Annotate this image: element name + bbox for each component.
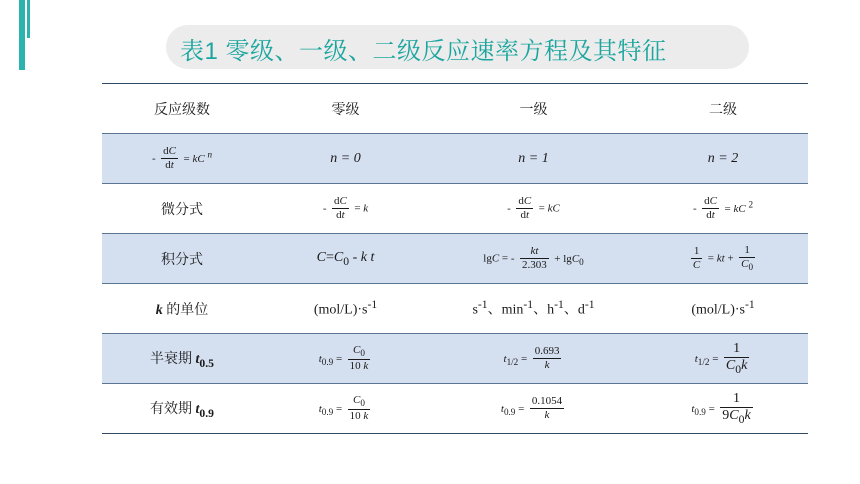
integral-label: 积分式 [102,234,262,284]
shelf-life-zero: $t_{0.9}$ = $\frac{C_0}{10 k}$ [262,384,429,434]
header-second: 二级 [638,84,808,134]
integral-first: lgC = - $\frac{kt}{2.303}$ + lgC$_0$ [429,234,638,284]
order-zero-n: n = 0 [262,134,429,184]
differential-second: - $\frac{dC}{dt}$ = kC $^2$ [692,195,754,221]
rate-equation-table [102,83,808,434]
differential-zero: - $\frac{dC}{dt}$ = k [322,195,369,221]
rate-law-formula: - $\frac{dC}{dt}$ = kC $^n$ [102,134,262,184]
differential-label: 微分式 [161,201,203,218]
accent-bar-right [27,0,30,38]
half-life-second: $t_{1/2}$ = $\frac{1}{C_0k}$ [638,334,808,384]
k-unit-label: k 的单位 [155,301,209,318]
k-unit-zero: $(mol/L)\cdot s^{-1}$ [313,298,378,318]
accent-bar-left [19,0,25,70]
table-row-k-unit [102,284,808,334]
shelf-life-first: $t_{0.9}$ = $\frac{0.1054}{k}$ [429,384,638,434]
k-unit-first: $s^{-1}$、$\min^{-1}$、$h^{-1}$、$d^{-1}$ [472,298,595,318]
order-second-n: n = 2 [638,134,808,184]
k-unit-second: $(mol/L)\cdot s^{-1}$ [691,298,755,318]
header-first: 一级 [429,84,638,134]
differential-first: - $\frac{dC}{dt}$ = kC [507,195,560,221]
header-order: 反应级数 [102,84,262,134]
table-header-row [102,84,808,134]
shelf-life-second: $t_{0.9}$ = $\frac{1}{9C_0k}$ [638,384,808,434]
page-title: 表1 零级、一级、二级反应速率方程及其特征 [180,38,667,65]
half-life-label: 半衰期 $t_{0.5}$ [102,334,262,384]
header-zero: 零级 [262,84,429,134]
table-row-differential [102,184,808,234]
integral-zero: $C=C_0 - k$ t [262,234,429,284]
table-row-half-life [102,334,808,384]
shelf-life-label: 有效期 $t_{0.9}$ [102,384,262,434]
table-row-shelf-life [102,384,808,434]
half-life-first: $t_{1/2}$ = $\frac{0.693}{k}$ [429,334,638,384]
order-first-n: n = 1 [429,134,638,184]
table-row-integral [102,234,808,284]
half-life-zero: $t_{0.9}$ = $\frac{C_0}{10 k}$ [262,334,429,384]
integral-second: $\frac{1}{C}$ = kt + $\frac{1}{C_0}$ [638,234,808,284]
table-row-rate-law [102,134,808,184]
